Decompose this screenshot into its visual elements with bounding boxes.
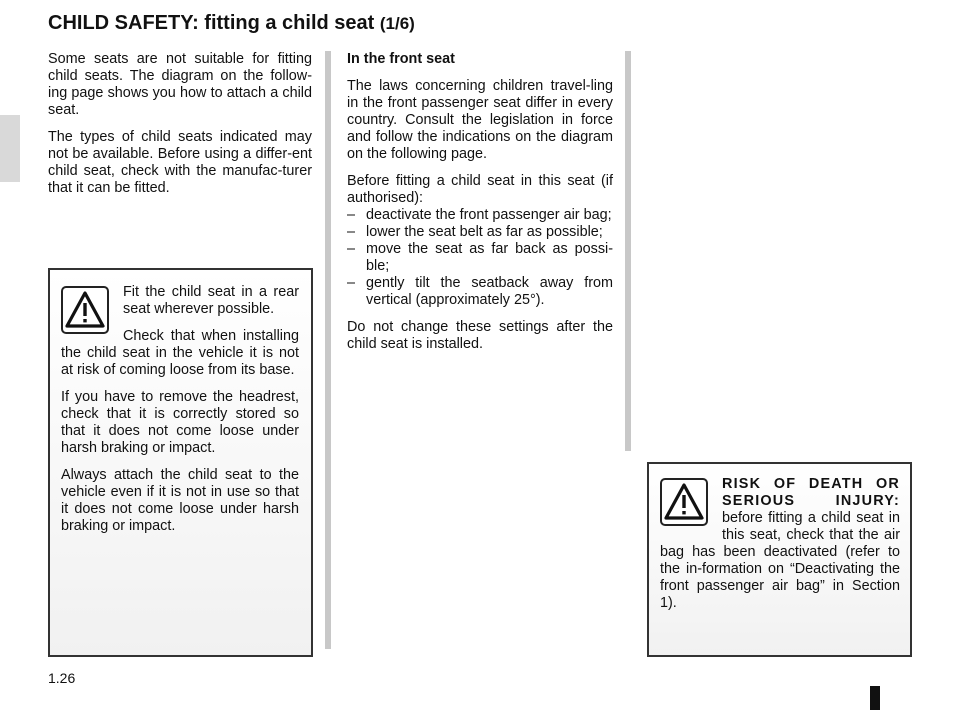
column-divider-right	[625, 51, 631, 451]
page-number: 1.26	[48, 670, 76, 686]
list-item: – move the seat as far back as possi-ble;	[347, 241, 613, 274]
corner-mark	[870, 686, 880, 710]
warning-box-airbag	[647, 462, 912, 657]
front-seat-intro: The laws concerning children travel-ling in the front passenger seat differ in every country. Consult the legislation in force and follow the indications on the diagram on the following page.	[347, 78, 613, 162]
section-tab-marker	[0, 115, 20, 182]
column-divider-left	[325, 51, 331, 649]
front-seat-closing: Do not change these settings after the child seat is installed.	[347, 319, 613, 352]
front-seat-lead: Before fitting a child seat in this seat (if authorised):	[347, 173, 613, 206]
list-item: – deactivate the front passenger air bag;	[347, 207, 612, 223]
page-title	[48, 12, 415, 35]
airbag-warning-body: before fitting a child seat in this seat, check that the air bag has been deactivated (refer to the in-formation on “Deactivating the front passenger air bag” in Section 1).	[660, 510, 900, 611]
list-item: – gently tilt the seatback away from vertical (approximately 25°).	[347, 275, 613, 308]
warning-box-rear-seat	[48, 268, 313, 657]
warning-paragraph-2: Check that when installing the child seat in the vehicle it is not at risk of coming loose from its base.	[61, 328, 299, 378]
front-seat-heading: In the front seat	[347, 51, 455, 67]
warning-triangle-icon	[660, 478, 708, 526]
left-column	[48, 51, 312, 207]
front-seat-steps	[347, 207, 613, 309]
warning-paragraph-3: If you have to remove the headrest, check that it is correctly stored so that it does not come loose under harsh braking or impact.	[61, 389, 299, 456]
warning-paragraph-1: Fit the child seat in a rear seat wherever possible.	[123, 284, 299, 317]
right-column	[347, 51, 613, 363]
page-title-text: CHILD SAFETY: fitting a child seat	[48, 12, 375, 34]
page-part-indicator: (1/6)	[379, 14, 415, 33]
airbag-warning-strong: RISK OF DEATH OR SERIOUS INJURY:	[722, 476, 900, 509]
left-paragraph-1: Some seats are not suitable for fitting child seats. The diagram on the follow-ing page shows you how to attach a child seat.	[48, 51, 312, 118]
list-item: – lower the seat belt as far as possible;	[347, 224, 603, 240]
left-paragraph-2: The types of child seats indicated may not be available. Before using a differ-ent child seat, check with the manufac-turer that it can be fitted.	[48, 129, 312, 196]
warning-triangle-icon	[61, 286, 109, 334]
warning-paragraph-4: Always attach the child seat to the vehicle even if it is not in use so that it does not come loose under harsh braking or impact.	[61, 467, 299, 534]
